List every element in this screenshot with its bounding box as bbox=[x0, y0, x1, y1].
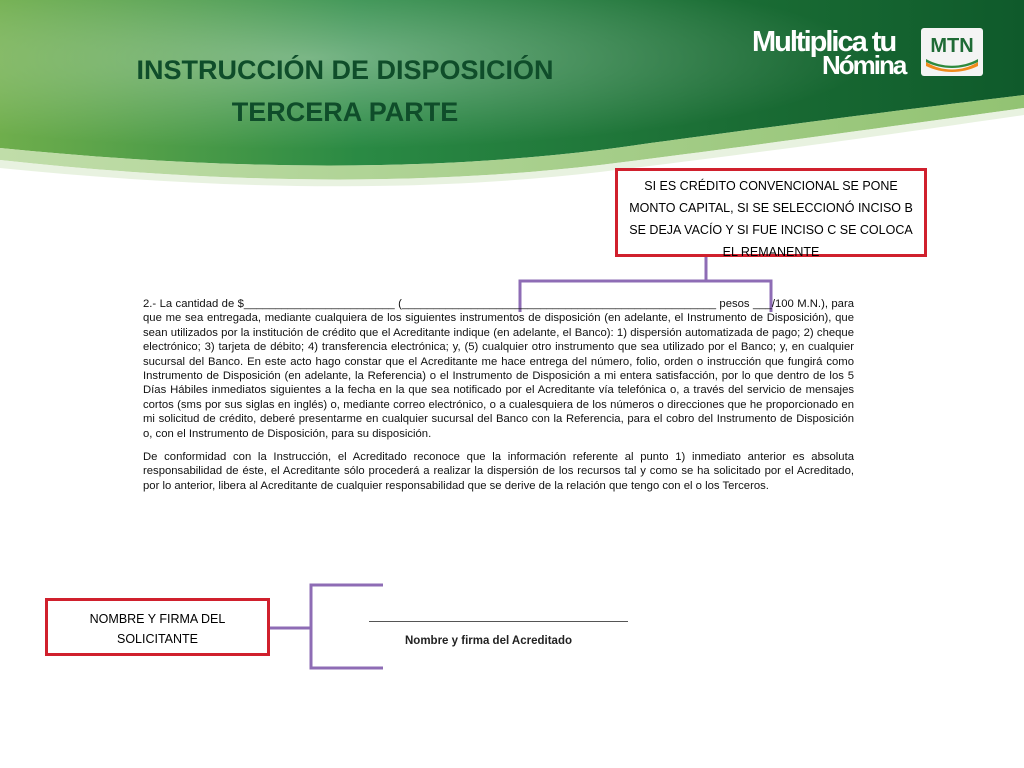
signature-line bbox=[369, 621, 628, 622]
document-paragraph: De conformidad con la Instrucción, el Acreditado reconoce que la información referente al punto 1) inmediato anterior es absoluta responsabilidad de éste, el Acreditante sólo procederá a realizar la dispersión de los recursos tal y como se ha solicitado por el Acreditado, por lo anterior, libera al Acreditante de cualquier responsabilidad que se derive de la relación que tengo con el o los Terceros. bbox=[143, 451, 854, 492]
note-callout-signature bbox=[45, 598, 270, 656]
note-callout-amount bbox=[615, 168, 927, 257]
slide-title-line2: TERCERA PARTE bbox=[231, 97, 459, 127]
document-paragraph: 2.- La cantidad de $________________________ (__________________________________________________ pesos ___/100 M.N.), para que me sea entregada, mediante cualquiera de los siguientes instrumentos de disposición (en adelante, el Instrumento de Disposición), que sean utilizados por la institución de crédito que el Acreditante indique (en adelante, el Banco): 1) dispersión automatizada de pago; 2) cheque electrónico; 3) tarjeta de débito; 4) transferencia electrónica; y, (5) cualquier otro instrumento que sea utilizado por el Banco; y, en cualquier sucursal del Banco. En este acto hago constar que el Acreditante me hace entrega del número, folio, orden o instrucción que fungirá como Instrumento de Disposición (en adelante, la Referencia) o el Instrumento de Disposición a mi entera satisfacción, por lo que dentro de los 5 Días Hábiles inmediatos siguientes a la fecha en la que sea notificado por el Acreditante vía telefónica o, a través del servicio de mensajes cortos (sms por sus siglas en inglés) o, mediante correo electrónico, o a cualesquiera de los números o direcciones que he proporcionado en mi solicitud de crédito, deberé presentarme en cualquier sucursal del Banco con la Referencia, para el cobro del Instrumento de Disposición o, con el Instrumento de Disposición, para su disposición. bbox=[143, 298, 854, 440]
signature-label: Nombre y firma del Acreditado bbox=[405, 635, 573, 647]
brand-text-line2: Nómina bbox=[822, 50, 906, 80]
logo-text: MTN bbox=[930, 35, 974, 57]
slide-title-line1: INSTRUCCIÓN DE DISPOSICIÓN bbox=[136, 55, 554, 85]
note-callout-amount-text: SI ES CRÉDITO CONVENCIONAL SE PONE MONTO CAPITAL, SI SE SELECCIONÓ INCISO B SE DEJA VACÍO Y SI FUE INCISO C SE COLOCA EL REMANENTE bbox=[629, 179, 913, 259]
mtn-logo bbox=[921, 28, 983, 76]
logo-swoosh-icon bbox=[924, 58, 980, 72]
brand-text-line1: Multiplica tu bbox=[752, 26, 896, 58]
document-excerpt bbox=[143, 297, 854, 493]
note-callout-signature-text: NOMBRE Y FIRMA DEL SOLICITANTE bbox=[89, 612, 226, 646]
